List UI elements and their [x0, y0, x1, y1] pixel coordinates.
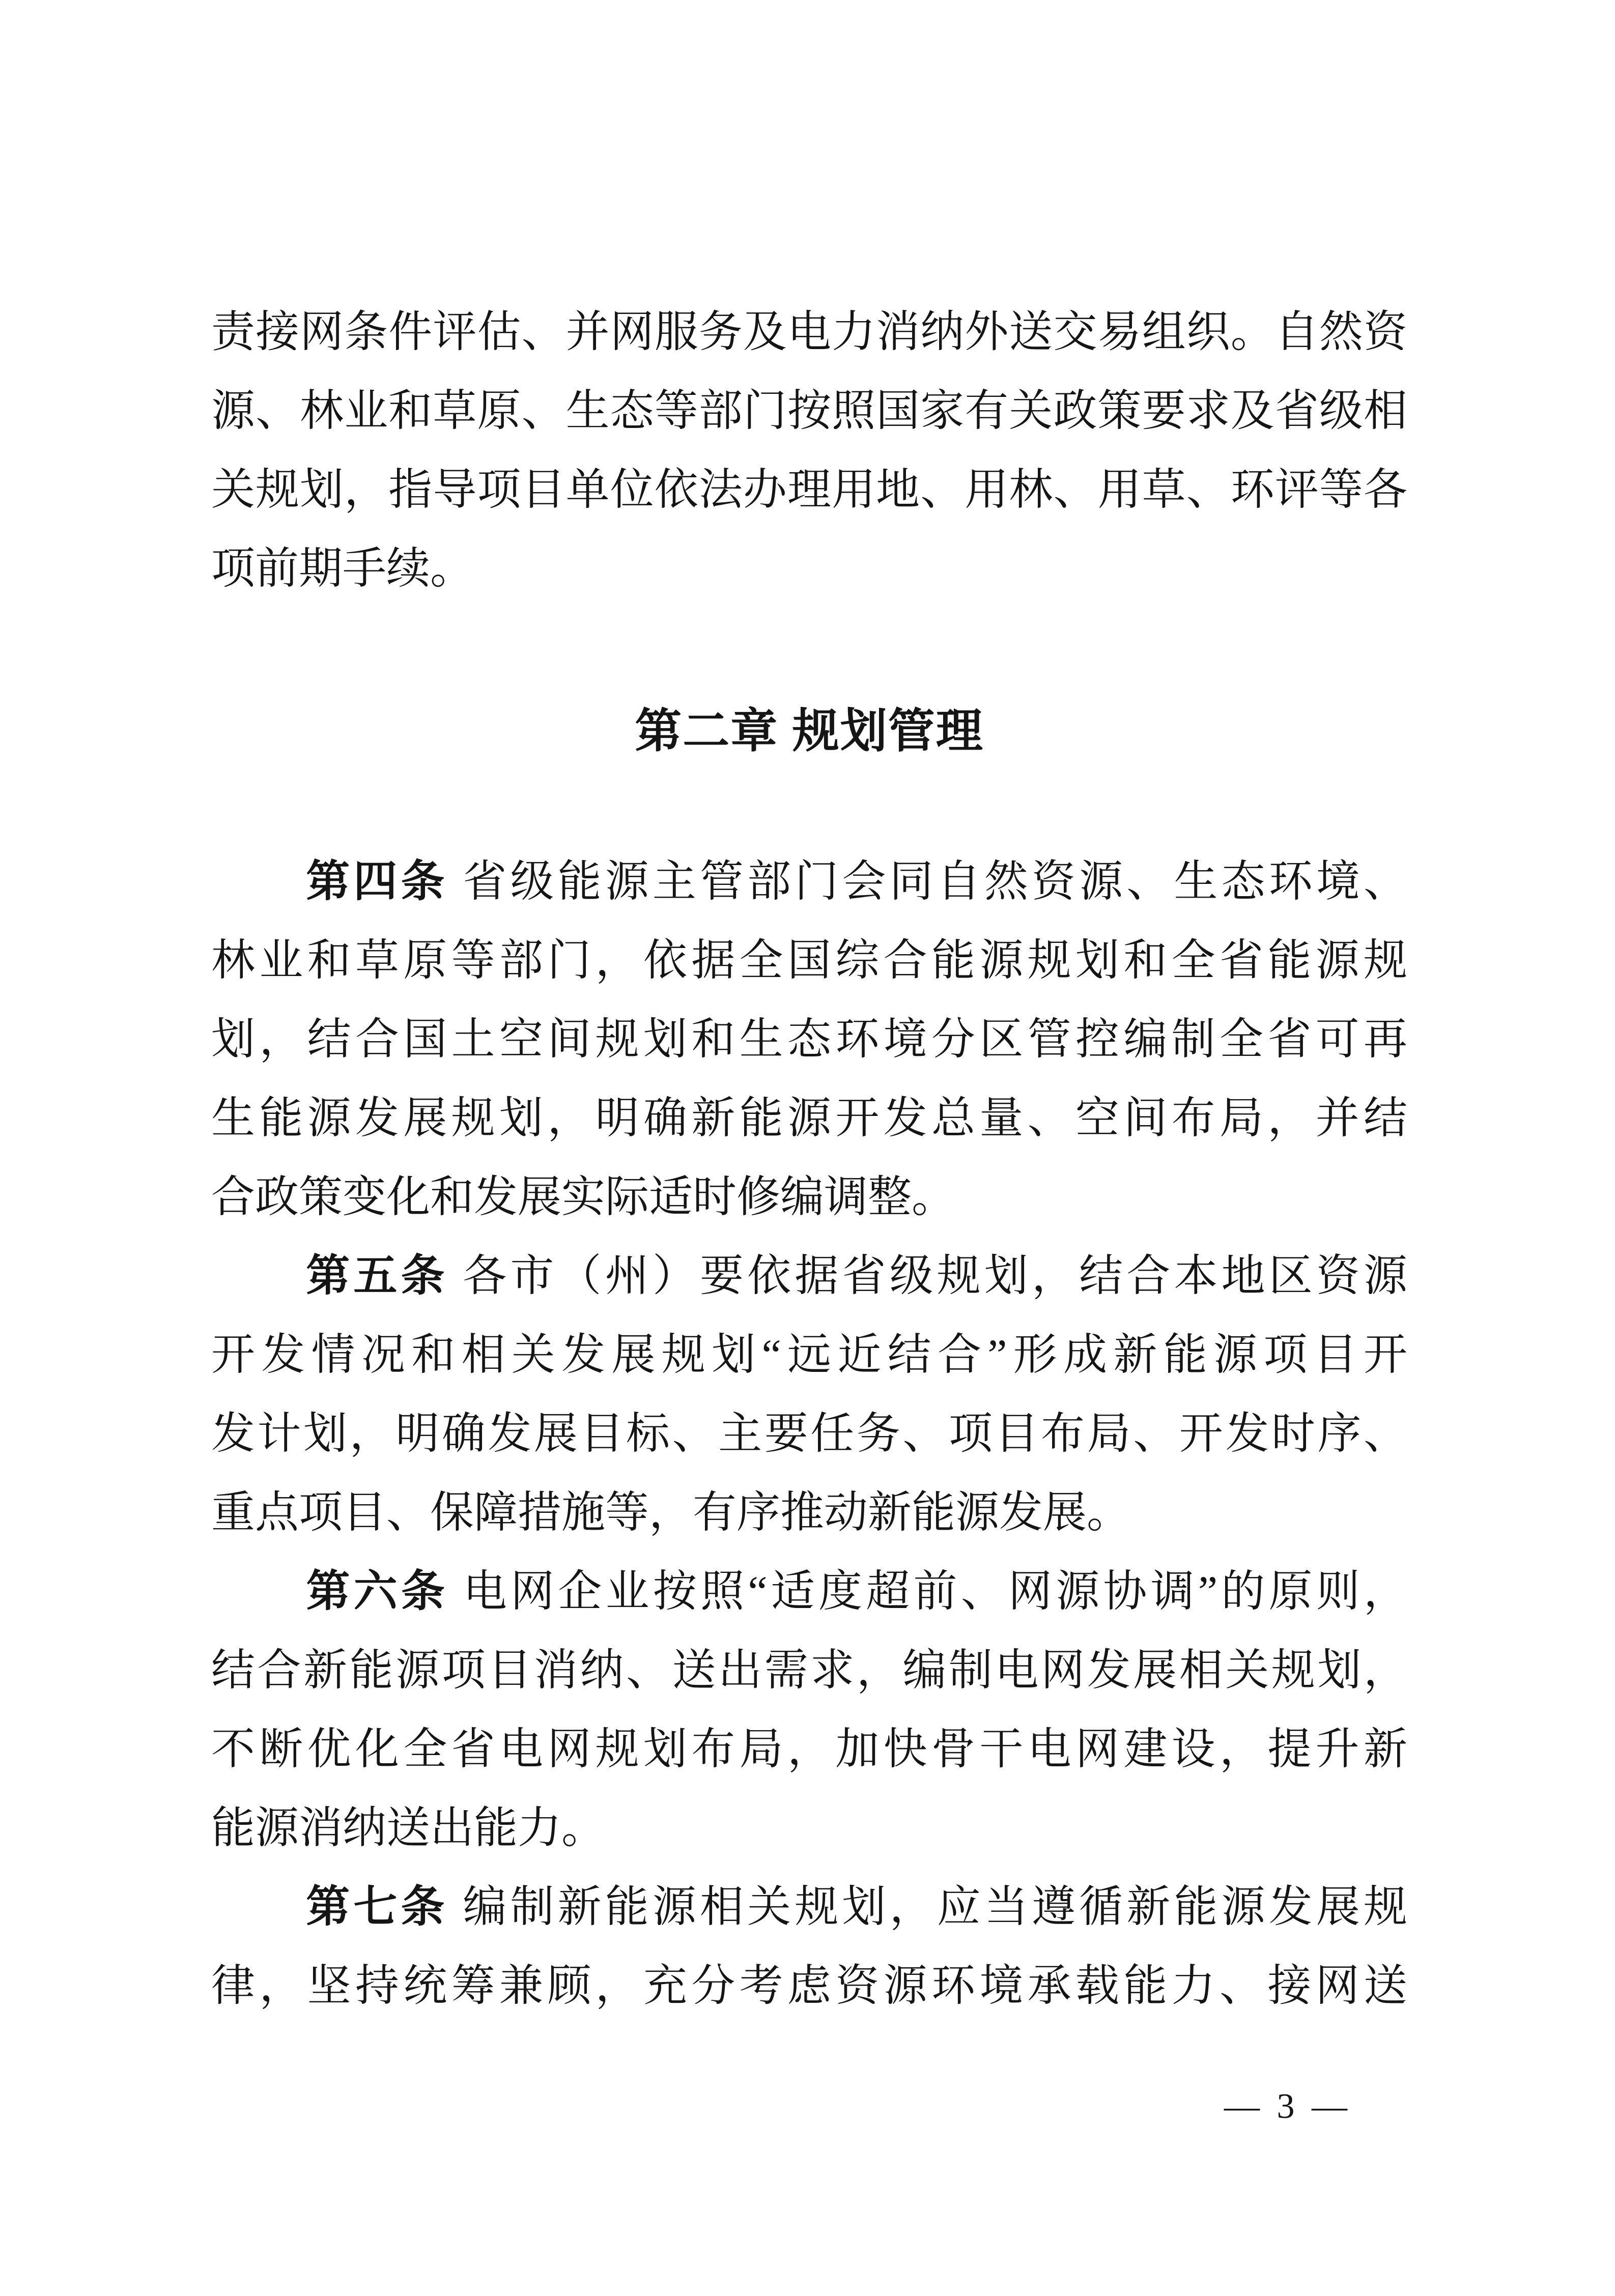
- chapter-heading: [211, 692, 1407, 771]
- page-number: — 3 —: [1224, 2087, 1351, 2126]
- text-run: 律，坚持统筹兼顾，充分考虑资源环境承载能力、接网送: [211, 1961, 1407, 2010]
- text-run: [211, 1567, 306, 1616]
- text-run: 生能源发展规划，明确新能源开发总量、空间布局，并结: [211, 1094, 1407, 1142]
- text-line: [211, 293, 1407, 371]
- text-run: 林业和草原等部门，依据全国综合能源规划和全省能源规: [211, 936, 1407, 985]
- text-run: 关规划，指导项目单位依法办理用地、用林、用草、环评等各: [211, 465, 1407, 514]
- text-run: 省级能源主管部门会同自然资源、生态环境、: [448, 857, 1408, 906]
- text-line: [211, 1473, 1407, 1552]
- article-number-bold-run: 第五条: [306, 1251, 448, 1300]
- article-5: [211, 1237, 1407, 1552]
- paragraph-continuation: [211, 293, 1407, 608]
- text-line: [211, 1789, 1407, 1868]
- text-line: [211, 1315, 1407, 1394]
- text-line: [211, 450, 1407, 529]
- text-line: [211, 1710, 1407, 1789]
- article-number-bold-run: 第二章 规划管理: [635, 705, 984, 757]
- text-line: [211, 1000, 1407, 1079]
- text-run: 发计划，明确发展目标、主要任务、项目布局、开发时序、: [211, 1409, 1407, 1458]
- text-run: 项前期手续。: [211, 544, 474, 593]
- text-line: [211, 1631, 1407, 1710]
- text-run: 源、林业和草原、生态等部门按照国家有关政策要求及省级相: [211, 386, 1407, 435]
- article-number-bold-run: 第七条: [306, 1882, 448, 1931]
- text-run: 编制新能源相关规划，应当遵循新能源发展规: [448, 1882, 1408, 1931]
- text-run: 责接网条件评估、并网服务及电力消纳外送交易组织。自然资: [211, 307, 1407, 356]
- text-line: [211, 1552, 1407, 1631]
- text-run: 合政策变化和发展实际适时修编调整。: [211, 1172, 955, 1221]
- text-line: [211, 1394, 1407, 1473]
- text-run: 划，结合国土空间规划和生态环境分区管控编制全省可再: [211, 1015, 1407, 1064]
- document-body: [211, 293, 1407, 2025]
- text-line: [211, 1158, 1407, 1237]
- text-run: 重点项目、保障措施等，有序推动新能源发展。: [211, 1488, 1130, 1537]
- text-run: 开发情况和相关发展规划“远近结合”形成新能源项目开: [211, 1330, 1407, 1379]
- text-run: 结合新能源项目消纳、送出需求，编制电网发展相关规划，: [211, 1646, 1407, 1695]
- text-run: 不断优化全省电网规划布局，加快骨干电网建设，提升新: [211, 1725, 1407, 1773]
- text-run: [211, 1251, 306, 1300]
- text-line: [211, 692, 1407, 771]
- text-run: 各市（州）要依据省级规划，结合本地区资源: [448, 1251, 1408, 1300]
- text-line: [211, 1079, 1407, 1158]
- article-number-bold-run: 第六条: [306, 1567, 449, 1616]
- text-line: [211, 842, 1407, 921]
- text-run: [211, 1882, 306, 1931]
- text-line: [211, 1237, 1407, 1315]
- article-6: [211, 1552, 1407, 1868]
- text-run: 能源消纳送出能力。: [211, 1803, 605, 1852]
- article-number-bold-run: 第四条: [306, 857, 448, 906]
- article-7: [211, 1868, 1407, 2025]
- text-line: [211, 1946, 1407, 2025]
- text-line: [211, 529, 1407, 608]
- text-line: [211, 371, 1407, 450]
- text-line: [211, 1868, 1407, 1946]
- text-run: [211, 857, 306, 906]
- article-4: [211, 842, 1407, 1237]
- text-line: [211, 921, 1407, 1000]
- text-run: 电网企业按照“适度超前、网源协调”的原则，: [448, 1567, 1408, 1616]
